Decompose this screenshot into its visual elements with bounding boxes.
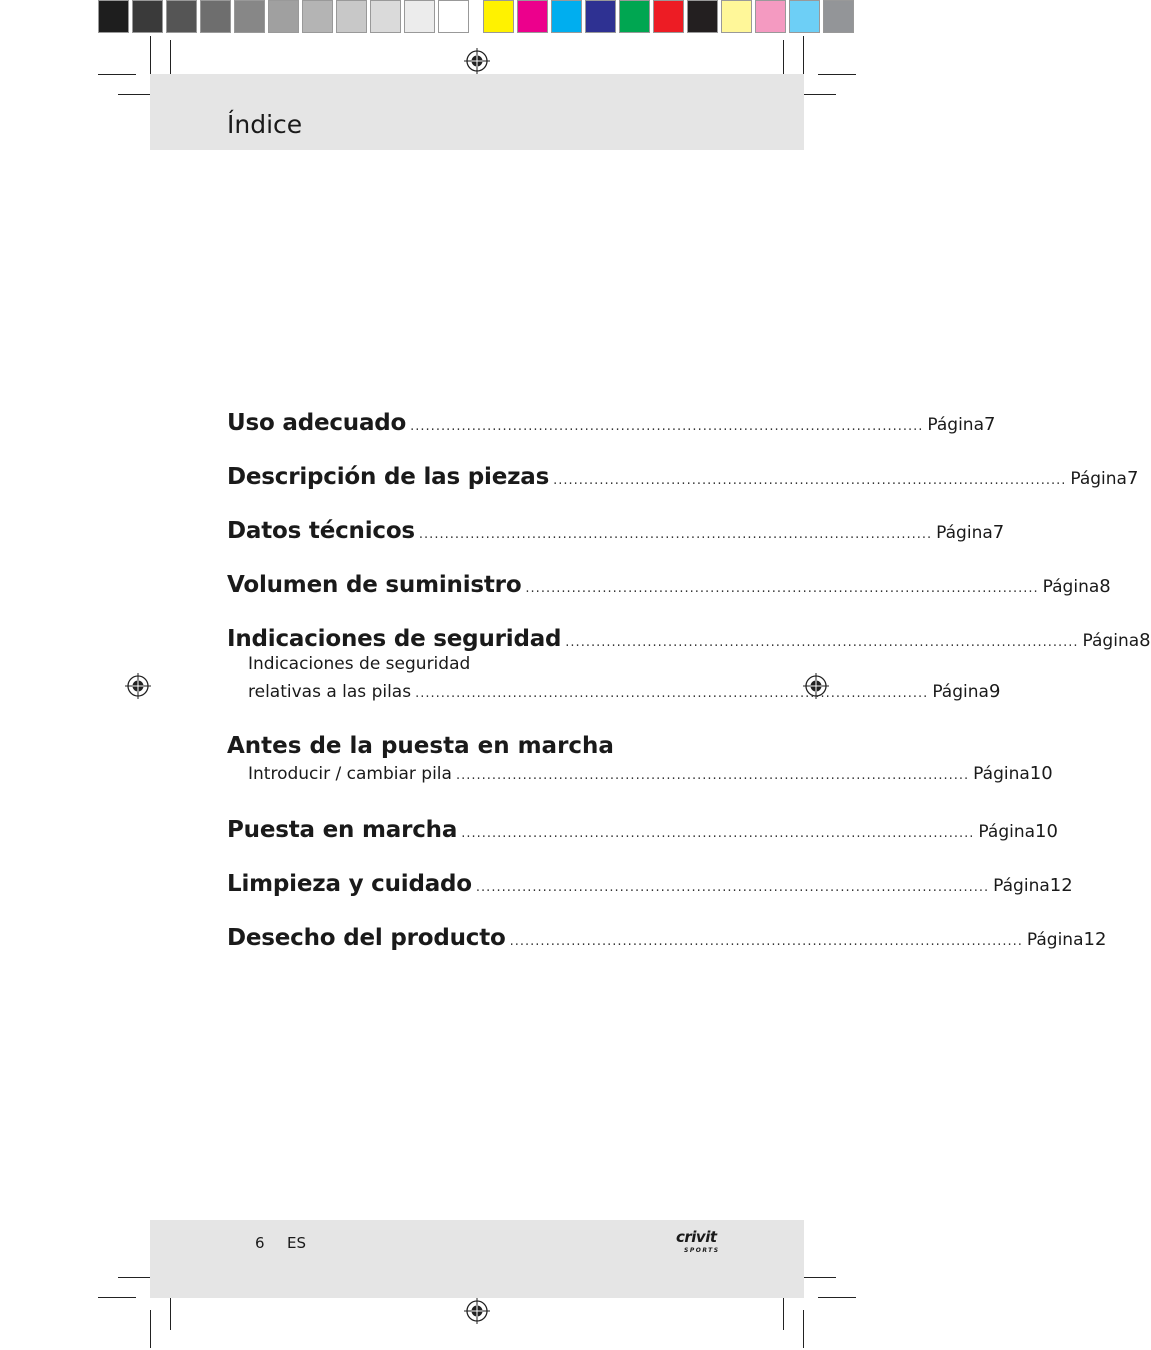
color-swatch [404,0,435,33]
crop-mark [98,1297,136,1298]
crop-mark [170,40,171,78]
crop-mark [818,74,856,75]
color-swatch [483,0,514,33]
page-label: Página [1070,469,1127,489]
crop-mark [783,40,784,78]
dot-leader: .................................................................................................... [418,527,933,542]
color-swatch [234,0,265,33]
toc-entry[interactable] [227,626,1151,654]
footer-page-number: 6 [255,1234,265,1252]
registration-mark-icon [464,48,490,74]
color-swatch [687,0,718,33]
grayscale-calibration-bar [98,0,472,35]
toc-entry-title: Volumen de suministro [227,572,522,598]
dot-leader: .................................................................................................... [475,880,990,895]
page-number: 12 [1049,875,1073,896]
color-swatch [789,0,820,33]
dot-leader: .................................................................................................... [565,635,1079,650]
toc-entry[interactable] [227,572,1111,626]
page-number: 10 [1035,821,1058,842]
dot-leader: .................................................................................................... [553,473,1067,488]
dot-leader: .................................................................................................... [410,419,924,434]
page-number: 10 [1029,763,1053,784]
color-swatch [755,0,786,33]
brand-subname: SPORTS [684,1247,720,1254]
color-calibration-bar [483,0,857,35]
toc-entry-title: Indicaciones de seguridad [227,626,562,652]
registration-mark-icon [464,1298,490,1324]
page-label: Página [973,764,1030,784]
page-number: 9 [988,681,1001,702]
toc-entry[interactable] [227,817,1058,871]
page-label: Página [978,822,1036,842]
toc-entry-title: Uso adecuado [227,410,407,436]
toc-entry-title: Descripción de las piezas [227,464,550,490]
crop-mark [818,1297,856,1298]
color-swatch [619,0,650,33]
toc-entry-title: Puesta en marcha [227,817,458,843]
brand-name: crivit [676,1228,717,1246]
color-swatch [585,0,616,33]
dot-leader: .................................................................................................... [461,826,975,841]
crop-mark [150,36,151,74]
crop-mark [150,1310,151,1348]
page-number: 8 [1139,630,1151,651]
dot-leader: .................................................................................................... [455,768,970,783]
toc-entry-title: Limpieza y cuidado [227,871,472,897]
table-of-contents [227,410,1151,979]
color-swatch [166,0,197,33]
toc-section-heading[interactable]: Antes de la puesta en marcha [227,733,614,759]
page-number: 7 [992,522,1005,543]
dot-leader: .................................................................................................... [509,934,1023,949]
color-swatch [721,0,752,33]
toc-entry[interactable] [227,464,1139,518]
toc-entry-title: Datos técnicos [227,518,415,544]
toc-subentry[interactable] [227,681,1001,733]
registration-mark-icon [125,673,151,699]
page-label: Página [1082,631,1140,651]
page-label: Página [932,682,989,702]
crop-mark [803,1310,804,1348]
page-label: Página [1026,930,1084,950]
color-swatch [132,0,163,33]
color-swatch [438,0,469,33]
toc-subentry-title: relativas a las pilas [248,682,412,702]
page-label: Página [936,523,993,543]
toc-subentry[interactable] [227,763,1053,817]
color-swatch [370,0,401,33]
page-title: Índice [227,110,303,139]
page-number: 12 [1083,929,1107,950]
toc-entry[interactable] [227,925,1107,979]
color-swatch [302,0,333,33]
page-number: 7 [1126,468,1139,489]
page-number: 7 [984,414,996,435]
crop-mark [98,74,136,75]
footer-language-code: ES [287,1234,306,1252]
color-swatch [98,0,129,33]
color-swatch [653,0,684,33]
color-swatch [268,0,299,33]
color-swatch [551,0,582,33]
toc-entry[interactable] [227,518,1005,572]
dot-leader: .................................................................................................... [525,581,1039,596]
color-swatch [517,0,548,33]
color-swatch [823,0,854,33]
page-number: 8 [1099,576,1111,597]
toc-subentry-title: Introducir / cambiar pila [248,764,452,784]
toc-entry-title: Desecho del producto [227,925,506,951]
page-label: Página [1042,577,1100,597]
color-swatch [200,0,231,33]
toc-subentry-line1[interactable]: Indicaciones de seguridad [248,654,471,674]
crop-mark [803,36,804,74]
toc-entry[interactable] [227,410,996,464]
dot-leader: .................................................................................................... [415,686,929,701]
crivit-logo [676,1228,728,1258]
color-swatch [336,0,367,33]
toc-entry[interactable] [227,871,1073,925]
page-label: Página [927,415,985,435]
page-label: Página [993,876,1050,896]
